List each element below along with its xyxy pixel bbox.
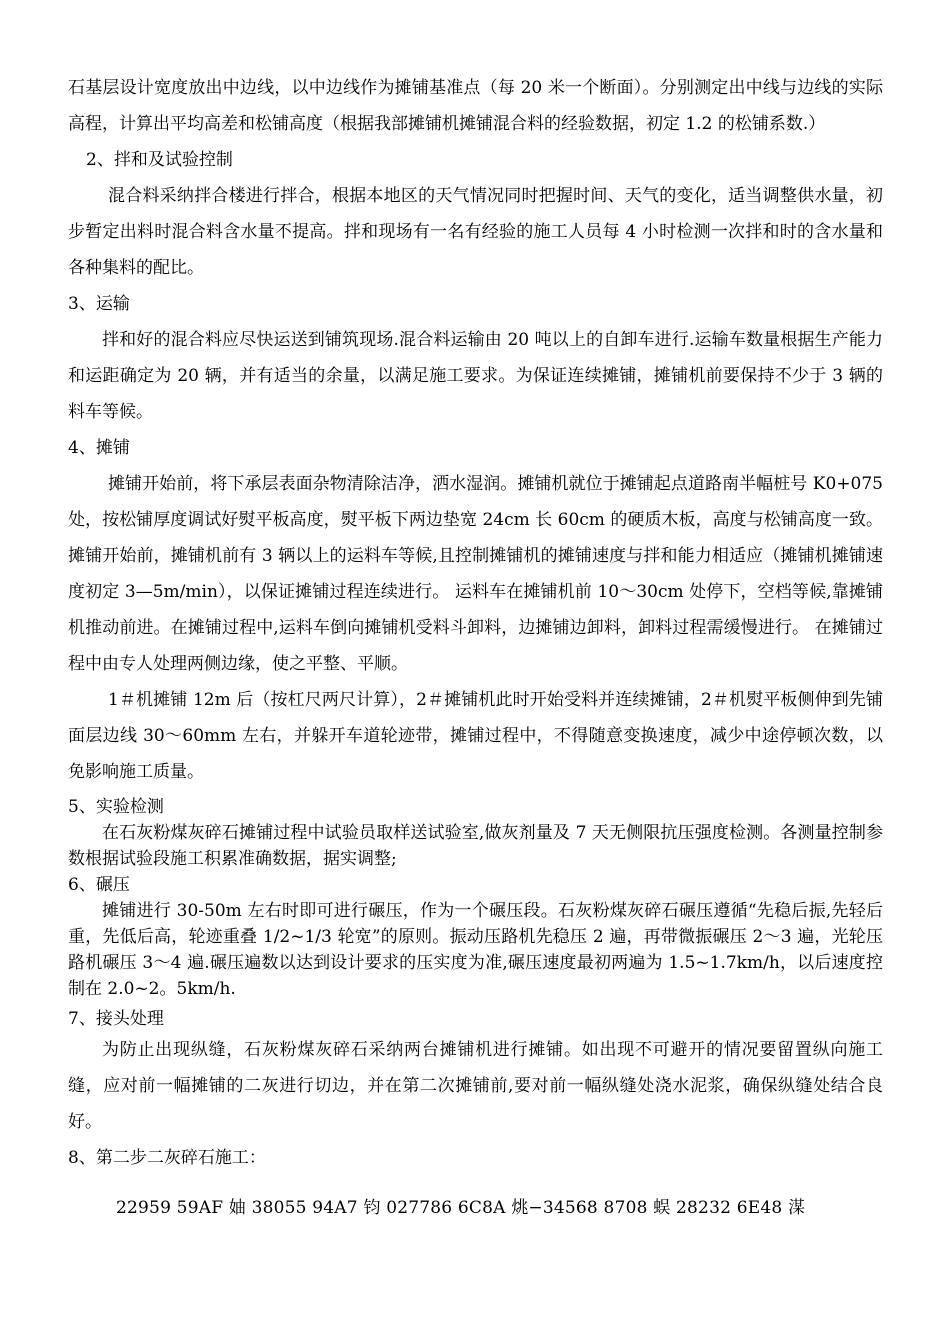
section-heading-7: 7、接头处理 (68, 1009, 164, 1029)
paragraph-paving: 摊铺开始前，将下承层表面杂物清除洁净，洒水湿润。摊铺机就位于摊铺起点道路南半幅桩号 K0+075 处，按松铺厚度调试好熨平板高度，熨平板下两边垫宽 24cm 长 60cm 的硬质木板，高度与松铺高度一致。摊铺开始前，摊铺机前有 3 辆以上的运料车等候,且控制摊铺机的摊铺速度与拌和能力相适应（摊铺机摊铺速度初定 3—5m/min），以保证摊铺过程连续进行。 运料车在摊铺机前 10～30cm 处停下，空档等候,靠摊铺机推动前进。在摊铺过程中,运料车倒向摊铺机受料斗卸料，边摊铺边卸料，卸料过程需缓慢进行。 在摊铺过程中由专人处理两侧边缘，使之平整、平顺。 (68, 474, 883, 674)
paragraph-rolling: 摊铺进行 30-50m 左右时即可进行碾压，作为一个碾压段。石灰粉煤灰碎石碾压遵循“先稳后振,先轻后重，先低后高，轮迹重叠 1/2~1/3 轮宽”的原则。振动压路机先稳压 2 遍，再带微振碾压 2～3 遍，光轮压路机碾压 3～4 遍.碾压遍数以达到设计要求的压实度为准,碾压速度最初两遍为 1.5~1.7km/h，以后速度控制在 2.0~2。5km/h. (68, 901, 883, 999)
section-heading-6: 6、碾压 (68, 875, 130, 895)
paragraph-joint: 为防止出现纵缝，石灰粉煤灰碎石采纳两台摊铺机进行摊铺。如出现不可避开的情况要留置纵向施工缝，应对前一幅摊铺的二灰进行切边，并在第二次摊铺前,要对前一幅纵缝处浇水泥浆，确保纵缝处结合良好。 (68, 1040, 883, 1132)
section-heading-5: 5、实验检测 (68, 797, 164, 817)
paragraph-paving-continued: 1＃机摊铺 12m 后（按杠尺两尺计算），2＃摊铺机此时开始受料并连续摊铺，2＃机熨平板侧伸到先铺面层边线 30～60mm 左右，并躲开车道轮迹带，摊铺过程中，不得随意变换速度，减少中途停顿次数，以免影响施工质量。 (68, 690, 883, 782)
paragraph-transport: 拌和好的混合料应尽快运送到铺筑现场.混合料运输由 20 吨以上的自卸车进行.运输车数量根据生产能力和运距确定为 20 辆，并有适当的余量，以满足施工要求。为保证连续摊铺，摊铺机前要保持不少于 3 辆的料车等候。 (68, 330, 883, 422)
paragraph-mixing: 混合料采纳拌合楼进行拌合，根据本地区的天气情况同时把握时间、天气的变化，适当调整供水量，初步暂定出料时混合料含水量不提高。拌和现场有一名有经验的施工人员每 4 小时检测一次拌和时的含水量和各种集料的配比。 (68, 186, 883, 278)
document-page (68, 70, 883, 1226)
section-heading-8: 8、第二步二灰碎石施工： (68, 1148, 266, 1168)
section-heading-4: 4、摊铺 (68, 438, 130, 458)
paragraph-intro: 石基层设计宽度放出中边线，以中边线作为摊铺基准点（每 20 米一个断面）。分别测定出中线与边线的实际高程，计算出平均高差和松铺高度（根据我部摊铺机摊铺混合料的经验数据，初定 1.2 的松铺系数.） (68, 78, 883, 134)
encoded-footer-text: 22959 59AF 妯 38055 94A7 钧 027786 6C8A 烑−34568 8708 蜈 28232 6E48 湈 (116, 1198, 806, 1218)
section-heading-3: 3、运输 (68, 294, 130, 314)
section-heading-2: 2、拌和及试验控制 (86, 150, 233, 170)
paragraph-testing: 在石灰粉煤灰碎石摊铺过程中试验员取样送试验室,做灰剂量及 7 天无侧限抗压强度检测。各测量控制参数根据试验段施工积累准确数据，据实调整; (68, 823, 883, 869)
